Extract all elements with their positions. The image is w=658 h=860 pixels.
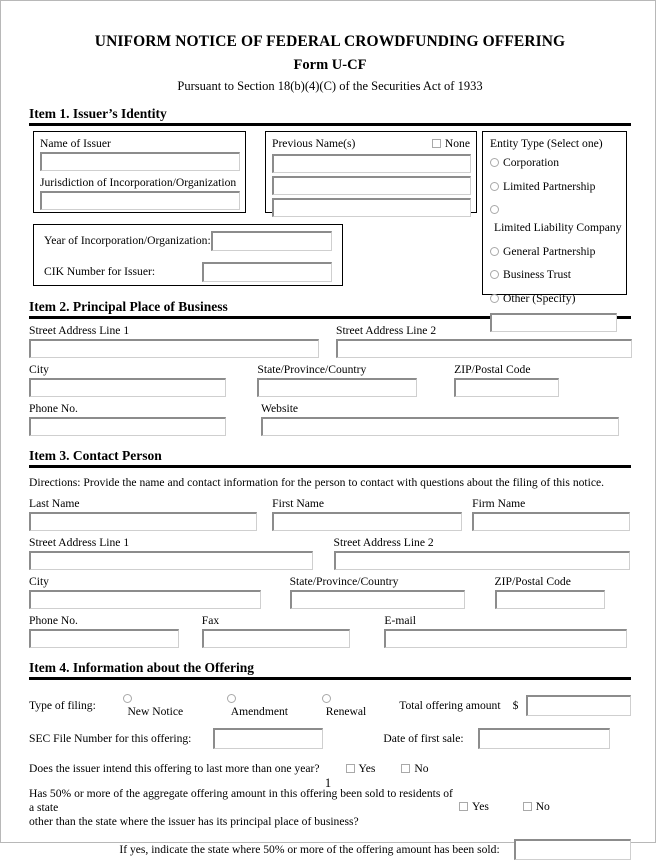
entity-type-label: Entity Type (Select one) [490,137,603,150]
item1-heading: Item 1. Issuer’s Identity [29,106,167,121]
item3-street2-label: Street Address Line 2 [333,536,434,549]
entity-other-specify-input[interactable] [490,313,617,332]
item3-state-input[interactable] [290,590,465,609]
previous-names-label: Previous Name(s) [272,137,356,150]
page-content [29,31,631,860]
previous-name-3-input[interactable] [272,198,471,217]
entity-option-label: General Partnership [503,244,596,258]
item1-body [29,131,631,305]
item3-first-name-label: First Name [272,497,324,510]
total-offering-amount-label: Total offering amount [399,698,501,712]
entity-option-label: Limited Partnership [503,179,596,193]
item2-website-input[interactable] [261,417,619,436]
year-of-incorporation-row [34,225,342,256]
item4-heading: Item 4. Information about the Offering [29,660,254,675]
entity-option-label: Limited Liability Company [494,221,622,234]
item2-zip-label: ZIP/Postal Code [454,363,531,376]
item3-zip-label: ZIP/Postal Code [494,575,571,588]
item2-phone-input[interactable] [29,417,226,436]
item2-phone-row [29,402,631,436]
item2-state-label: State/Province/Country [257,363,367,376]
radio-icon[interactable] [490,205,499,214]
item3-street1-label: Street Address Line 1 [29,536,130,549]
residents-question-line2: other than the state where the issuer has its principal place of business? [29,815,359,828]
item3-phone-input[interactable] [29,629,179,648]
yes-label: Yes [472,800,489,813]
item2-street2-label: Street Address Line 2 [336,324,437,337]
entity-option-label: Business Trust [503,268,571,281]
item2-street2-input[interactable] [336,339,632,358]
item3-city-row [29,575,631,609]
previous-names-box [265,131,477,213]
date-of-first-sale-input[interactable] [478,728,610,749]
item2-street1-label: Street Address Line 1 [29,324,130,337]
item4-state-sold-row [29,839,631,860]
entity-option-limited-partnership[interactable] [490,177,619,195]
item2-city-input[interactable] [29,378,226,397]
item2-heading: Item 2. Principal Place of Business [29,299,228,314]
item2-phone-label: Phone No. [29,402,78,415]
item3-street2-input[interactable] [334,551,630,570]
item3-email-label: E-mail [384,614,416,627]
entity-type-box [482,131,627,305]
name-of-issuer-input[interactable] [40,152,240,171]
item3-street1-input[interactable] [29,551,313,570]
item3-phone-row [29,614,631,648]
item3-city-label: City [29,575,49,588]
none-checkbox[interactable] [432,139,441,148]
no-checkbox[interactable] [523,802,532,811]
no-label: No [535,800,550,813]
item3-first-name-input[interactable] [272,512,462,531]
residents-yes-option[interactable] [459,800,492,813]
yes-label: Yes [358,762,376,775]
item3-directions: Directions: Provide the name and contact information for the person to contact with questions about the filing of this notice. [29,476,605,489]
total-offering-amount-input[interactable] [526,695,631,716]
previous-names-none-option[interactable] [432,137,470,150]
filing-option-amendment[interactable] [227,692,296,718]
previous-name-1-input[interactable] [272,154,471,173]
radio-icon[interactable] [490,270,499,279]
if-yes-state-label: If yes, indicate the state where 50% or more of the offering amount has been sold: [119,843,500,856]
page-number: 1 [324,776,332,790]
item2-city-label: City [29,363,49,376]
radio-icon[interactable] [227,694,236,703]
radio-icon[interactable] [490,182,499,191]
residents-question-line1: Has 50% or more of the aggregate offering amount in this offering been sold to residents of a state [29,787,453,814]
previous-name-2-input[interactable] [272,176,471,195]
radio-icon[interactable] [322,694,331,703]
yes-checkbox[interactable] [459,802,468,811]
no-label: No [414,762,429,775]
year-input[interactable] [211,231,332,251]
yes-checkbox[interactable] [346,764,355,773]
item3-fax-input[interactable] [202,629,350,648]
type-of-filing-label: Type of filing: [29,698,96,712]
item3-last-name-input[interactable] [29,512,257,531]
item4-sec-file-row [29,728,631,749]
no-checkbox[interactable] [401,764,410,773]
cik-number-row [34,256,342,287]
pursuant-line: Pursuant to Section 18(b)(4)(C) of the Securities Act of 1933 [177,79,483,93]
entity-option-corporation[interactable] [490,153,619,171]
filing-option-label: New Notice [127,705,184,718]
sec-file-number-input[interactable] [213,728,323,749]
radio-icon[interactable] [123,694,132,703]
item3-city-input[interactable] [29,590,261,609]
duration-question-label: Does the issuer intend this offering to last more than one year? [29,762,320,775]
entity-option-label: Corporation [503,156,560,169]
entity-option-label: Other (Specify) [503,291,576,305]
cik-input[interactable] [202,262,332,282]
item3-fax-label: Fax [201,614,220,627]
item3-rule [29,465,631,468]
item2-state-input[interactable] [257,378,417,397]
currency-symbol: $ [512,698,519,712]
filing-option-new-notice[interactable] [123,692,191,718]
filing-option-label: Renewal [325,705,367,718]
item2-city-row [29,363,631,397]
item3-street-row [29,536,631,570]
state-sold-input[interactable] [514,839,631,860]
issuer-name-box [33,131,246,213]
jurisdiction-input[interactable] [40,191,240,210]
none-label: None [444,137,470,150]
year-cik-box [33,224,343,286]
duration-no-option[interactable] [401,762,428,775]
item2-website-label: Website [261,402,299,415]
form-name: Form U-CF [293,57,367,73]
entity-option-other[interactable] [490,289,619,307]
entity-option-limited-liability-company[interactable] [490,200,622,236]
item3-firm-name-input[interactable] [472,512,630,531]
item3-heading: Item 3. Contact Person [29,448,162,463]
duration-yes-option[interactable] [346,762,376,775]
item3-firm-name-label: Firm Name [472,497,526,510]
entity-option-general-partnership[interactable] [490,242,619,260]
item2-street1-input[interactable] [29,339,319,358]
sec-file-number-label: SEC File Number for this offering: [29,732,192,745]
radio-icon[interactable] [490,294,499,303]
item1-rule [29,123,631,126]
item3-phone-label: Phone No. [29,614,78,627]
year-label: Year of Incorporation/Organization: [44,234,211,247]
filing-option-renewal[interactable] [322,692,375,718]
jurisdiction-label: Jurisdiction of Incorporation/Organization [40,176,237,189]
radio-icon[interactable] [490,247,499,256]
radio-icon[interactable] [490,158,499,167]
item3-zip-input[interactable] [495,590,605,609]
date-of-first-sale-label: Date of first sale: [383,732,464,745]
item4-duration-question-row [29,762,631,775]
item2-zip-input[interactable] [454,378,559,397]
item4-residents-question-row [29,787,631,829]
residents-no-option[interactable] [523,800,550,813]
entity-option-business-trust[interactable] [490,265,619,283]
cik-label: CIK Number for Issuer: [44,265,156,278]
name-of-issuer-label: Name of Issuer [40,137,111,150]
item3-last-name-label: Last Name [29,497,80,510]
item3-name-row [29,497,631,531]
item4-filing-type-row [29,692,631,718]
item3-state-label: State/Province/Country [289,575,399,588]
item4-rule [29,677,631,680]
filing-option-label: Amendment [230,705,289,718]
page-title: UNIFORM NOTICE OF FEDERAL CROWDFUNDING OFFERING [94,33,566,50]
item3-email-input[interactable] [384,629,627,648]
